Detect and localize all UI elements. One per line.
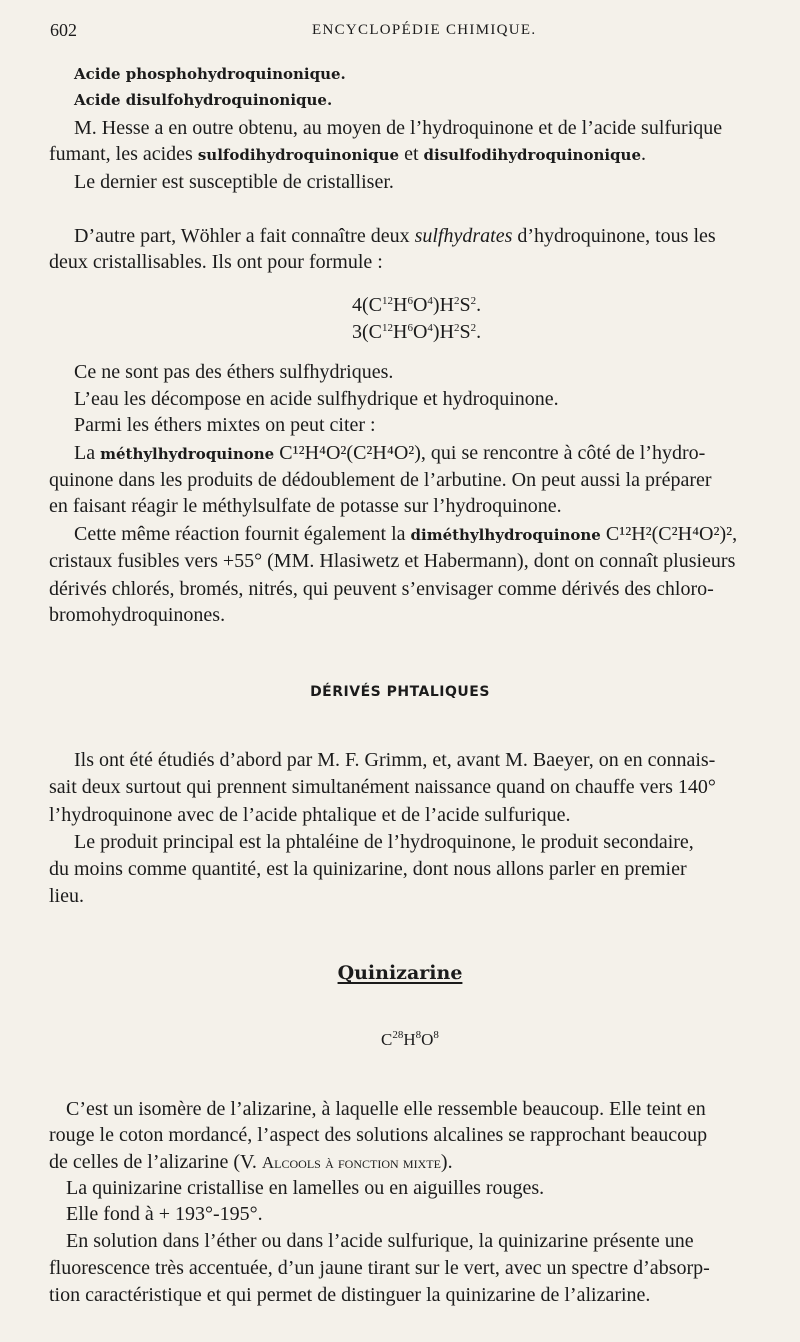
text-line: deux cristallisables. Ils ont pour formule : [49,251,383,273]
text-line: fluorescence très accentuée, d’un jaune tirant sur le vert, avec un spectre d’absorp- [49,1257,710,1279]
text-line: en faisant réagir le méthylsulfate de potasse sur l’hydroquinone. [49,495,562,517]
text-line: rouge le coton mordancé, l’aspect des solutions alcalines se rapprochant beaucoup [49,1124,708,1146]
text-line: Cette même réaction fournit également la diméthylhydroquinone C¹²H²(C²H⁴O²)², [74,523,738,545]
text-line: bromohydroquinones. [49,604,226,626]
text-line: l’hydroquinone avec de l’acide phtalique et de l’acide sulfurique. [49,804,571,826]
text-line: C’est un isomère de l’alizarine, à laquelle elle ressemble beaucoup. Elle teint en [66,1098,706,1120]
text-line: Le dernier est susceptible de cristalliser. [74,171,394,193]
text-line: Elle fond à + 193°-195°. [66,1203,263,1225]
text-line: lieu. [49,885,84,907]
text-line: Ils ont été étudiés d’abord par M. F. Grimm, et, avant M. Baeyer, on en connais- [74,749,716,771]
section-title: DÉRIVÉS PHTALIQUES [310,684,490,700]
text-line: sait deux surtout qui prennent simultanément naissance quand on chauffe vers 140° [49,776,716,798]
text-line: du moins comme quantité, est la quinizarine, dont nous allons parler en premier [49,858,687,880]
page-number: 602 [50,20,77,40]
formula-line: $3(C^{12}H^6O^4)H^2S^2$. [352,321,482,343]
text-line: Parmi les éthers mixtes on peut citer : [74,414,376,436]
text-line: Ce ne sont pas des éthers sulfhydriques. [74,361,394,383]
text-line: La méthylhydroquinone C¹²H⁴O²(C²H⁴O²), qui se rencontre à côté de l’hydro- [74,442,706,464]
text-line: D’autre part, Wöhler a fait connaître deux sulfhydrates d’hydroquinone, tous les [74,225,716,247]
formula-quinizarine: $C^{28}H^8O^8$ [381,1029,439,1049]
heading-acide-phospho: Acide phosphohydroquinonique. [74,65,346,83]
text-line: La quinizarine cristallise en lamelles ou en aiguilles rouges. [66,1177,545,1199]
text-line: dérivés chlorés, bromés, nitrés, qui peuvent s’envisager comme dérivés des chloro- [49,578,714,600]
text-line: Le produit principal est la phtaléine de l’hydroquinone, le produit secondaire, [74,831,694,853]
text-line: tion caractéristique et qui permet de distinguer la quinizarine de l’alizarine. [49,1284,651,1306]
text-line: En solution dans l’éther ou dans l’acide sulfurique, la quinizarine présente une [66,1230,694,1252]
text-line: quinone dans les produits de dédoublement de l’arbutine. On peut aussi la préparer [49,469,712,491]
formula-line: $4(C^{12}H^6O^4)H^2S^2$. [352,294,482,316]
text-line: fumant, les acides sulfodihydroquinonique et disulfodihydroquinonique. [49,143,646,165]
running-title: ENCYCLOPÉDIE CHIMIQUE. [312,22,537,38]
subsection-title: Quinizarine [337,962,463,984]
text-line: L’eau les décompose en acide sulfhydrique et hydroquinone. [74,388,559,410]
text-line: M. Hesse a en outre obtenu, au moyen de l’hydroquinone et de l’acide sulfurique [74,117,723,139]
heading-acide-disulfo: Acide disulfohydroquinonique. [74,91,333,109]
page-header [50,20,770,46]
text-line: de celles de l’alizarine (V. Alcools à fonction mixte). [49,1151,453,1173]
text-line: cristaux fusibles vers +55° (MM. Hlasiwetz et Habermann), dont on connaît plusieurs [49,550,736,572]
